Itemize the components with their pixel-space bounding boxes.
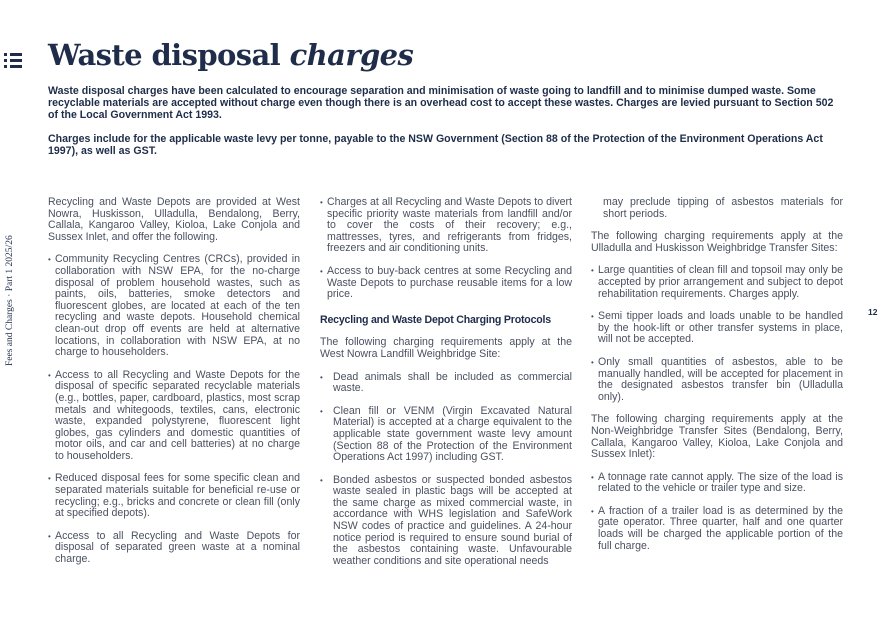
list-item: • Bonded asbestos or suspected bonded asbestos waste sealed in plastic bags will be accepted at the same charge as mixed commercial waste, in accordance with WHS legislation and SafeWork NSW codes of practice and guidelines. A 24-hour notice period is required to ensure sound burial of the asbestos containing waste. Unfavourable weather conditions and site operational needs: [320, 475, 572, 568]
list-item: • Access to all Recycling and Waste Depots for disposal of separated green waste at a nominal charge.: [48, 531, 300, 566]
intro-paragraph: Charges include for the applicable waste levy per tonne, payable to the NSW Government (Section 88 of the Protection of the Environment Operations Act 1997), as well as GST.: [48, 132, 823, 157]
column-3: [591, 197, 843, 563]
list-item: • Large quantities of clean fill and topsoil may only be accepted by prior arrangement and subject to depot rehabilitation requirements. Charges apply.: [591, 265, 843, 300]
list-item: • Reduced disposal fees for some specific clean and separated materials suitable for beneficial re-use or recycling; e.g., bricks and concrete or clean fill (only at specified depots).: [48, 473, 300, 519]
list-item: • Dead animals shall be included as commercial waste.: [320, 372, 572, 395]
list-item: • Community Recycling Centres (CRCs), provided in collaboration with NSW EPA, for the no-charge disposal of problem household wastes, such as paints, oils, batteries, smoke detectors and fluorescent globes, are located at each of the ten recycling and waste depots. Household chemical clean-out drop off events are held at alternative locations, in collaboration with NSW EPA, at no charge to householders.: [48, 254, 300, 358]
list-item: • A fraction of a trailer load is as determined by the gate operator. Three quarter, half and one quarter loads will be charged the applicable portion of the full charge.: [591, 506, 843, 552]
list-item: • Charges at all Recycling and Waste Depots to divert specific priority waste materials from landfill and/or to cover the costs of their recovery; e.g., mattresses, tyres, and refrigerants from fridges, freezers and air conditioning units.: [320, 197, 572, 255]
list-item: • Clean fill or VENM (Virgin Excavated Natural Material) is accepted at a charge equivalent to the applicable state government waste levy amount (Section 88 of the Protection of the Environment Operations Act 1997) including GST.: [320, 406, 572, 464]
section-heading: Recycling and Waste Depot Charging Protocols: [320, 313, 551, 326]
non-weighbridge-list: [591, 472, 843, 553]
menu-bar: [10, 65, 22, 67]
menu-dot: [4, 65, 7, 68]
list-menu-icon[interactable]: [4, 53, 22, 69]
west-nowra-intro: The following charging requirements apply at the West Nowra Landfill Weighbridge Site:: [320, 336, 572, 360]
menu-bar: [10, 53, 22, 55]
menu-bar: [10, 59, 22, 61]
depot-services-list-continued: [320, 197, 572, 301]
list-item: • Access to all Recycling and Waste Depots for the disposal of specific separated recyclable materials (e.g., bottles, paper, cardboard, plastics, most scrap metals and whitegoods, textiles, cans, electronic waste, expanded polystyrene, fluorescent light globes, gas cylinders and domestic quantities of motor oils, and car and cell batteries) at no charge to householders.: [48, 370, 300, 463]
page-title: [48, 38, 413, 72]
asbestos-continuation: may preclude tipping of asbestos materials for short periods.: [603, 196, 843, 220]
ulladulla-intro: The following charging requirements apply at the Ulladulla and Huskisson Weighbridge Transfer Sites:: [591, 230, 843, 254]
depot-services-list: [48, 254, 300, 565]
intro-paragraph: Waste disposal charges have been calculated to encourage separation and minimisation of waste going to landfill and to minimise dumped waste. Some recyclable materials are accepted without charge even though there is an overhead cost to accept these wastes. Charges are levied pursuant to Section 502 of the Local Government Act 1993.: [48, 85, 834, 122]
column-1: [48, 197, 300, 577]
column-2: [320, 197, 572, 578]
page-number: 12: [868, 307, 878, 317]
list-item: • Only small quantities of asbestos, able to be manually handled, will be accepted for placement in the designated asbestos transfer bin (Ulladulla only).: [591, 357, 843, 403]
ulladulla-list: [591, 265, 843, 403]
list-item: • Access to buy-back centres at some Recycling and Waste Depots to purchase reusable items for a low price.: [320, 266, 572, 301]
menu-dot: [4, 53, 7, 56]
document-side-label: Fees and Charges · Part 1 2025/26: [5, 235, 15, 366]
intro-section: [48, 85, 844, 168]
title-main: Waste disposal: [48, 38, 281, 72]
list-item: • Semi tipper loads and loads unable to be handled by the hook-lift or other transfer systems in place, will not be accepted.: [591, 311, 843, 346]
menu-dot: [4, 59, 7, 62]
non-weighbridge-intro: The following charging requirements apply at the Non-Weighbridge Transfer Sites (Bendalong, Berry, Callala, Kangaroo Valley, Kioloa, Lake Conjola and Sussex Inlet):: [591, 413, 843, 461]
depots-intro: Recycling and Waste Depots are provided at West Nowra, Huskisson, Ulladulla, Bendalong, Berry, Callala, Kangaroo Valley, Kioloa, Lake Conjola and Sussex Inlet, and offer the following.: [48, 196, 300, 243]
title-italic: charges: [289, 38, 414, 72]
list-item: • A tonnage rate cannot apply. The size of the load is related to the vehicle or trailer type and size.: [591, 472, 843, 495]
west-nowra-list: [320, 372, 572, 568]
